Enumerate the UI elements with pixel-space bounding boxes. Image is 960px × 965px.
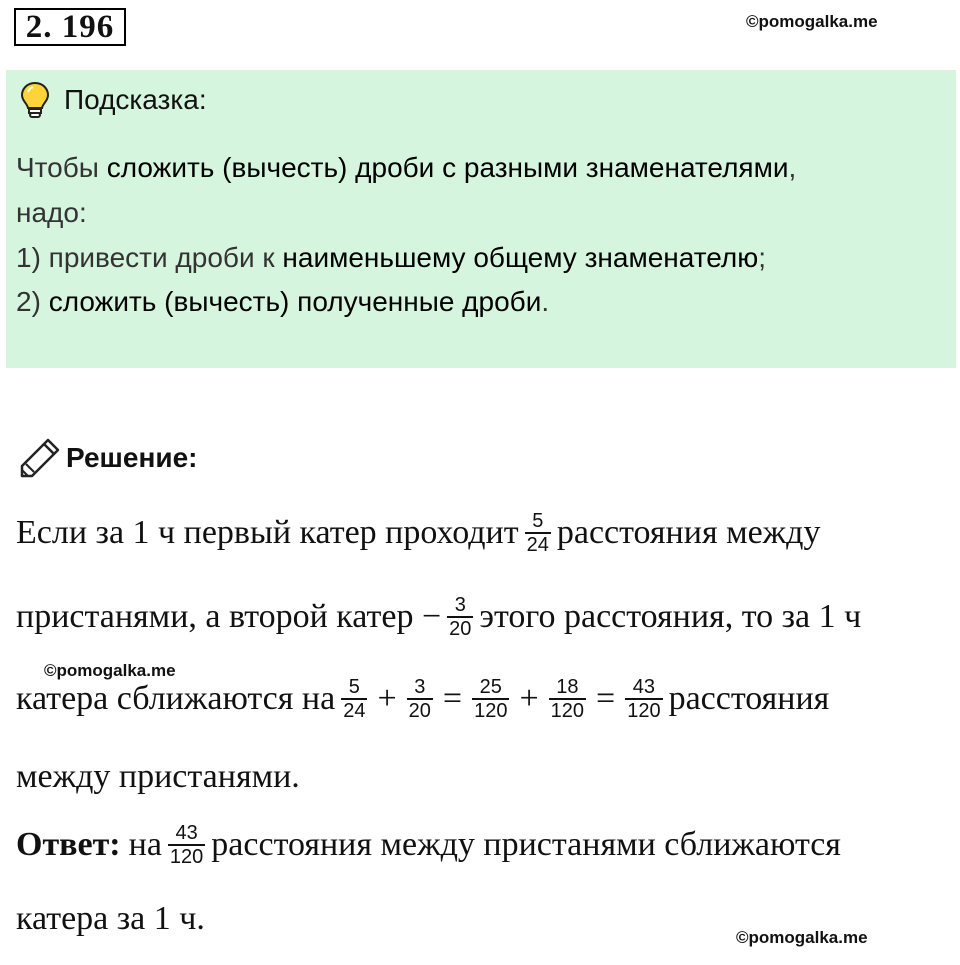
watermark-middle: ©pomogalka.me [44,661,176,680]
fraction: $\frac{25}{120}$ [474,676,508,722]
plus-sign: + [377,680,397,717]
hint-line-1: Чтобы сложить (вычесть) дроби с разными знаменателями, [16,152,797,183]
fraction: $\frac{5}{24}$ [526,510,549,556]
fraction: $\frac{3}{20}$ [408,676,431,722]
hint-line-3: 1) привести дроби к наименьшему общему знаменателю; [16,242,766,273]
solution-title: Решение: [66,442,198,473]
fraction: $\frac{5}{24}$ [343,676,366,722]
solution-line-2: пристанями, а второй катер − $\frac{3}{20}$ этого расстояния, то за 1 ч [16,594,862,640]
fraction: $\frac{43}{120}$ [627,676,661,722]
solution-line-3: катера сближаются на $\frac{5}{24}$ + $\frac{3}{20}$ = $\frac{25}{120}$ + $\frac{18}{120}$ = $\frac{43}{120}$ расстояния [16,676,830,722]
pencil-icon [18,436,62,480]
answer-line: Ответ: на $\frac{43}{120}$ расстояния между пристанями сближаются [16,822,841,868]
solution-line-1: Если за 1 ч первый катер проходит $\frac{5}{24}$ расстояния между [16,510,821,556]
watermark-top: ©pomogalka.me [746,12,878,31]
equals-sign: = [442,680,463,717]
watermark-bottom: ©pomogalka.me [736,928,868,947]
answer-label: Ответ: [16,826,121,863]
plus-sign: + [519,680,539,717]
hint-title: Подсказка: [64,84,207,115]
hint-line-4: 2) сложить (вычесть) полученные дроби. [16,286,550,317]
solution-line-4: между пристанями. [16,758,300,795]
hint-line-2: надо: [16,197,87,228]
solution-line-6: катера за 1 ч. [16,900,205,937]
equals-sign: = [596,680,616,717]
fraction: $\frac{43}{120}$ [169,822,204,868]
lightbulb-icon [18,80,52,120]
fraction: $\frac{18}{120}$ [550,676,585,722]
task-number: 2. 196 [14,8,126,46]
fraction: $\frac{3}{20}$ [449,594,472,640]
